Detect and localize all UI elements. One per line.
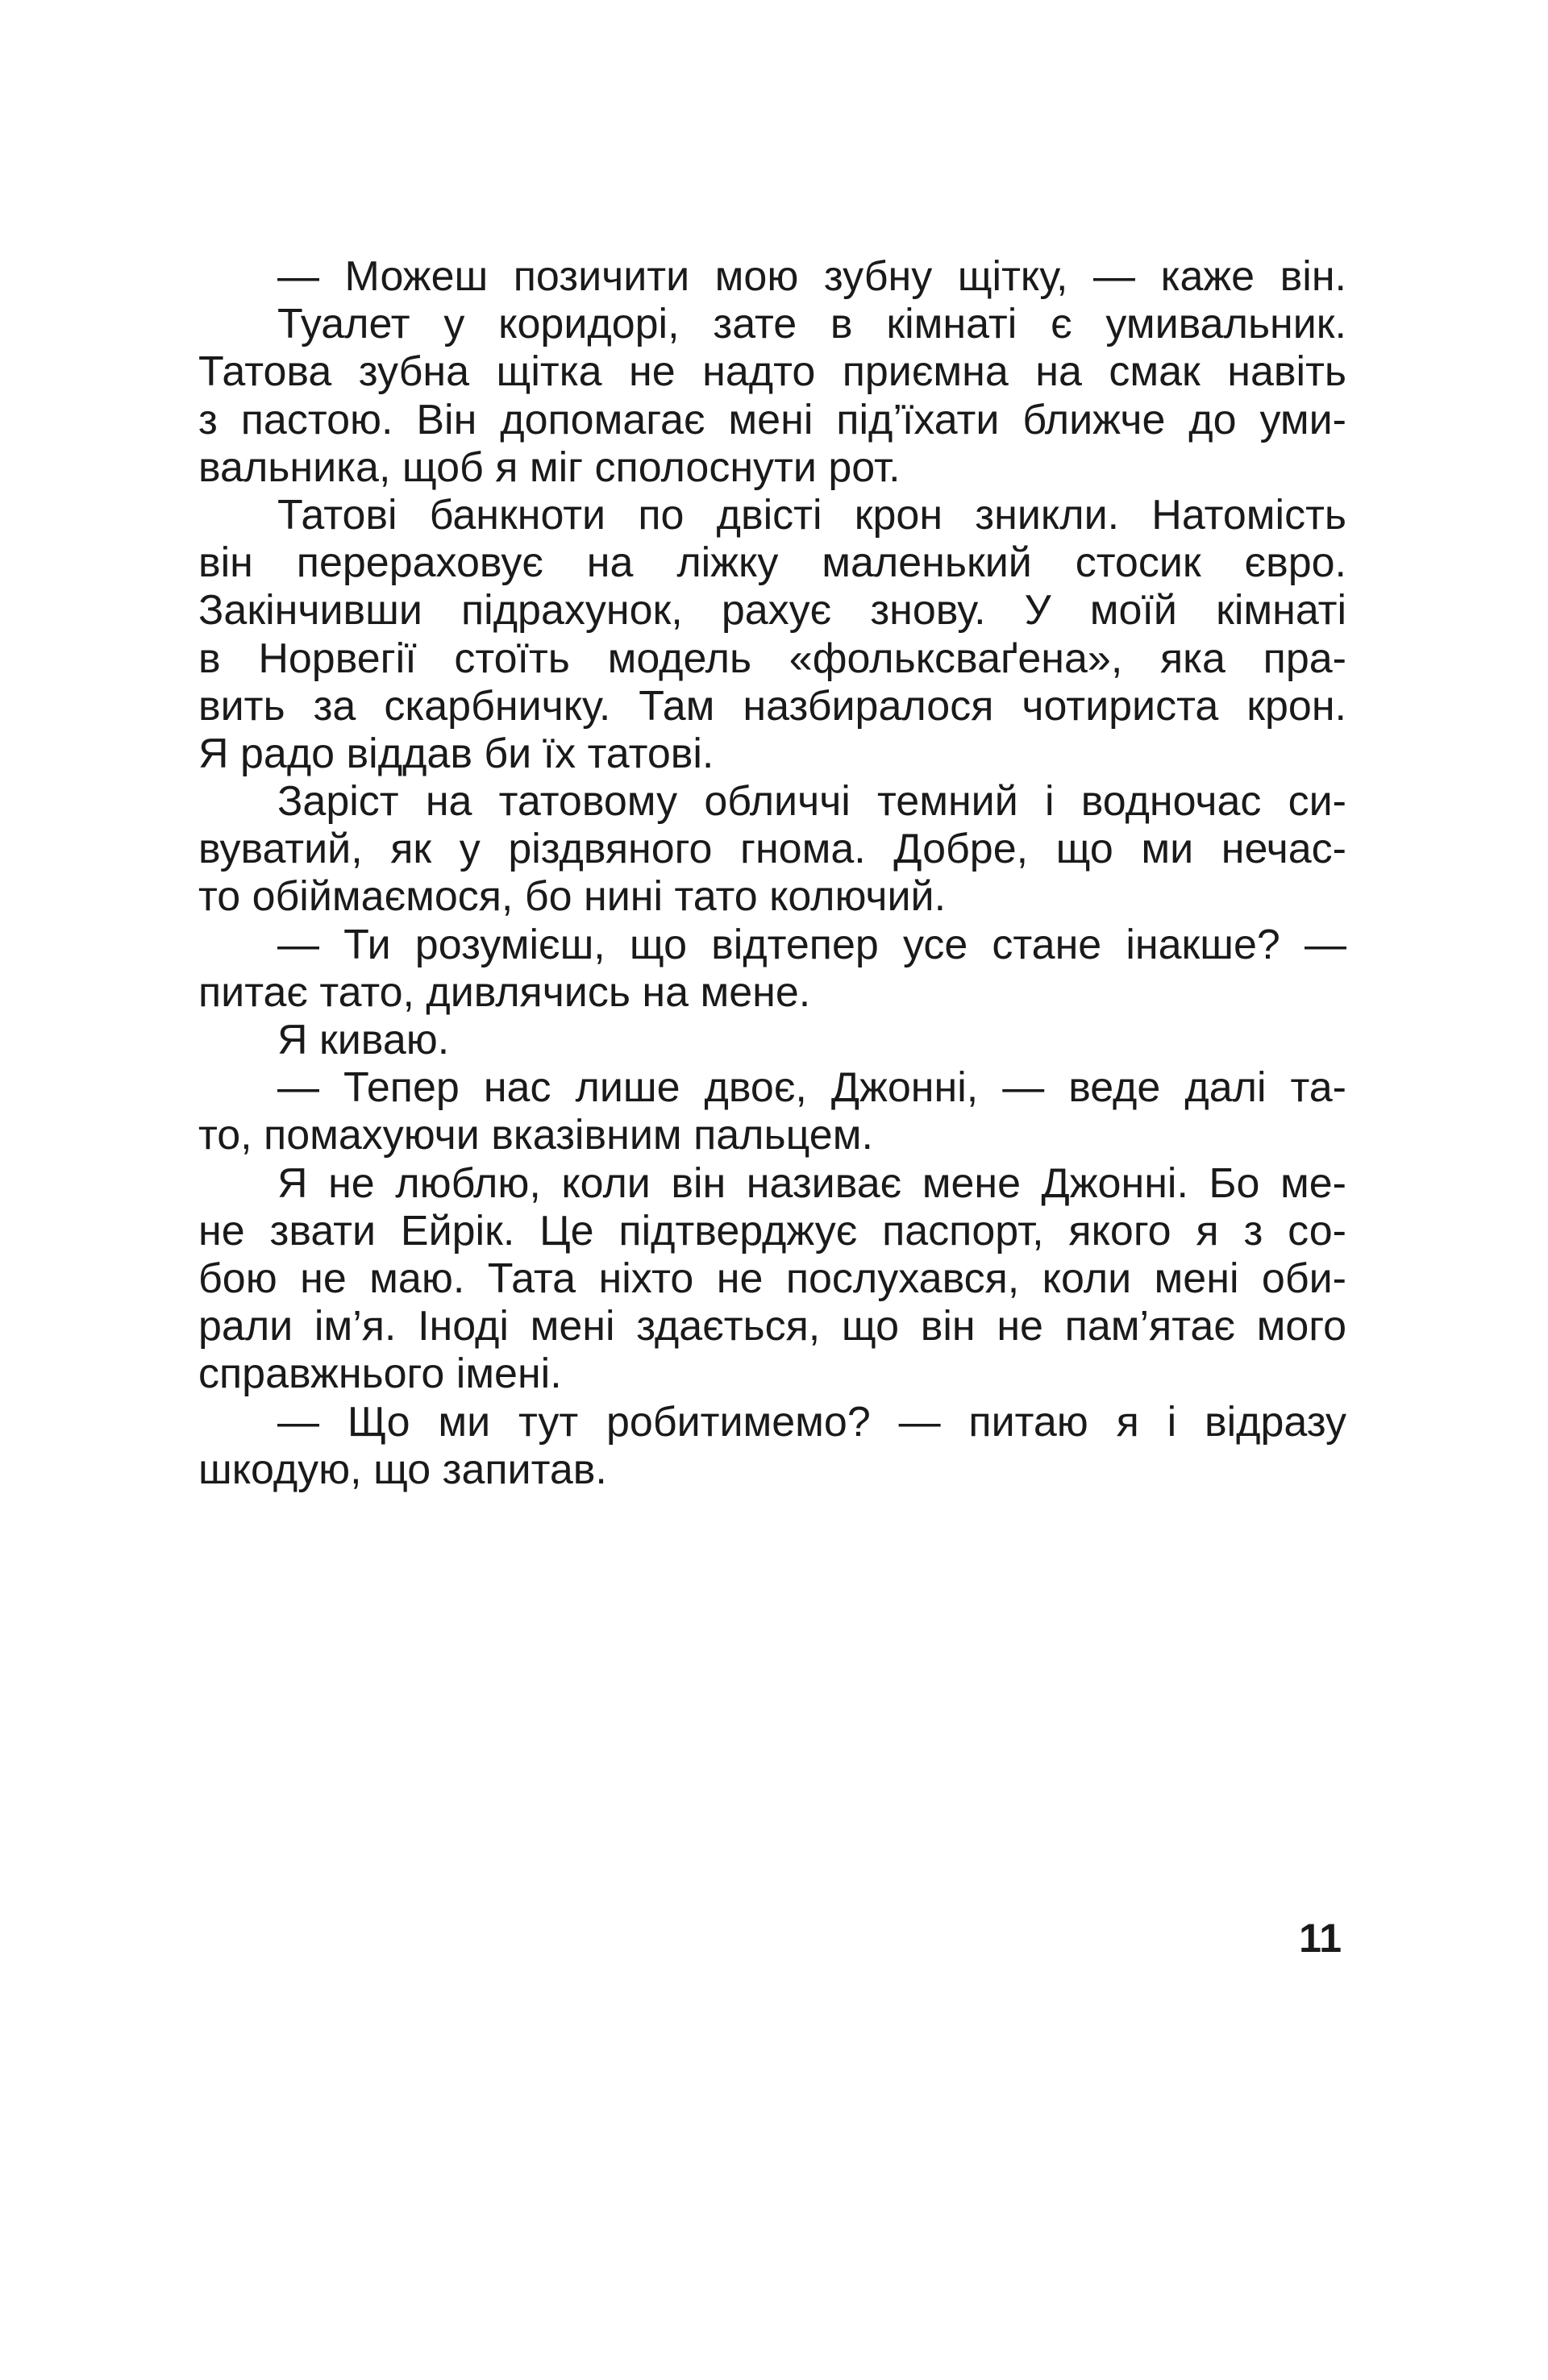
text-line: шкодую, що запитав. (198, 1446, 607, 1493)
text-line: вуватий, як у різдвяного гнома. Добре, що ми нечас- (198, 826, 1346, 873)
text-line: Заріст на татовому обличчі темний і водночас си- (277, 778, 1346, 826)
text-line: — Можеш позичити мою зубну щітку, — каже він. (277, 253, 1346, 300)
text-line: Туалет у коридорі, зате в кімнаті є умивальник. (277, 301, 1346, 348)
page-number: 11 (1299, 1916, 1342, 1961)
text-line: Татова зубна щітка не надто приємна на смак навіть (198, 348, 1346, 396)
text-line: вальника, щоб я міг сполоснути рот. (198, 443, 901, 491)
text-line: бою не маю. Тата ніхто не послухався, коли мені оби- (198, 1254, 1346, 1302)
text-line: вить за скарбничку. Там назбиралося чотириста крон. (198, 682, 1346, 730)
page-body (198, 253, 1346, 1494)
text-line: Я не люблю, коли він називає мене Джонні. Бо ме- (277, 1159, 1346, 1207)
text-line: Татові банкноти по двісті крон зникли. Натомість (277, 491, 1346, 539)
text-line: з пастою. Він допомагає мені під’їхати ближче до уми- (198, 396, 1346, 443)
text-line: справжнього імені. (198, 1350, 562, 1398)
text-line: то, помахуючи вказівним пальцем. (198, 1112, 873, 1159)
text-line: в Норвегії стоїть модель «фольксваґена», яка пра- (198, 635, 1346, 682)
text-line: то обіймаємося, бо нині тато колючий. (198, 873, 947, 921)
text-line: рали ім’я. Іноді мені здається, що він не пам’ятає мого (198, 1303, 1346, 1350)
text-line: Закінчивши підрахунок, рахує знову. У моїй кімнаті (198, 587, 1346, 635)
text-line: питає тато, дивлячись на мене. (198, 968, 811, 1016)
text-line: — Тепер нас лише двоє, Джонні, — веде далі та- (277, 1064, 1346, 1112)
text-line: Я радо віддав би їх татові. (198, 730, 714, 777)
text-line: Я киваю. (277, 1017, 450, 1063)
text-line: — Що ми тут робитимемо? — питаю я і відразу (277, 1398, 1346, 1446)
text-line: не звати Ейрік. Це підтверджує паспорт, якого я з со- (198, 1207, 1346, 1254)
text-line: — Ти розумієш, що відтепер усе стане інакше? — (277, 921, 1346, 968)
text-line: він перераховує на ліжку маленький стосик євро. (198, 539, 1346, 587)
